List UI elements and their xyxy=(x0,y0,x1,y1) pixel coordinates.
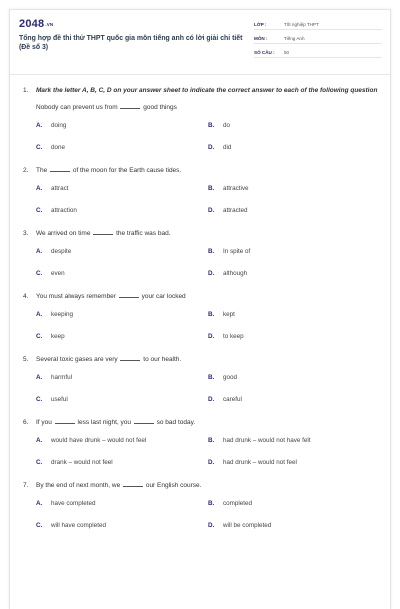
question-number: 7. xyxy=(23,482,29,489)
meta-key: SỐ CÂU : xyxy=(254,49,275,55)
question-1 xyxy=(23,86,380,156)
answer-options xyxy=(36,364,380,408)
answer-options xyxy=(36,112,380,156)
option-d[interactable]: D. although xyxy=(208,270,248,277)
question-number: 5. xyxy=(23,356,29,363)
answer-blank xyxy=(120,108,140,109)
question-2 xyxy=(23,166,380,219)
option-d[interactable]: D. careful xyxy=(208,396,242,403)
option-b[interactable]: B. had drunk – would not have felt xyxy=(208,437,311,444)
question-stem xyxy=(36,292,380,301)
option-b[interactable]: B. good xyxy=(208,374,238,381)
meta-key: MÔN : xyxy=(254,35,268,41)
meta-value: 50 xyxy=(284,49,290,55)
option-c[interactable]: C. keep xyxy=(36,333,65,340)
option-a[interactable]: A. harmful xyxy=(36,374,72,381)
answer-blank xyxy=(120,360,140,361)
stem-text: the traffic was bad. xyxy=(116,230,171,237)
question-stem xyxy=(36,103,380,112)
question-stem xyxy=(36,355,380,364)
answer-blank xyxy=(55,423,75,424)
logo-suffix: .VN xyxy=(45,22,54,27)
answer-blank xyxy=(134,423,154,424)
option-a[interactable]: A. despite xyxy=(36,248,72,255)
answer-options xyxy=(36,301,380,345)
option-c[interactable]: C. drank – would not feel xyxy=(36,459,113,466)
option-d[interactable]: D. had drunk – would not feel xyxy=(208,459,297,466)
answer-blank xyxy=(93,234,113,235)
answer-options xyxy=(36,427,380,471)
question-3 xyxy=(23,229,380,282)
question-stem xyxy=(36,229,380,238)
stem-text: your car locked xyxy=(141,293,186,300)
stem-text: By the end of next month, we xyxy=(36,482,121,489)
question-5 xyxy=(23,355,380,408)
meta-row-subject xyxy=(254,32,382,44)
exam-page xyxy=(9,9,391,609)
stem-text: Several toxic gases are very xyxy=(36,356,118,363)
option-a[interactable]: A. would have drunk – would not feel xyxy=(36,437,147,444)
option-d[interactable]: D. did xyxy=(208,144,232,151)
answer-options xyxy=(36,238,380,282)
option-a[interactable]: A. have completed xyxy=(36,500,96,507)
question-stem xyxy=(36,166,380,175)
header-divider xyxy=(10,74,390,75)
stem-text: so bad today. xyxy=(156,419,196,426)
stem-text: Nobody can prevent us from xyxy=(36,104,118,111)
page-header xyxy=(10,10,390,74)
question-stem xyxy=(36,481,380,490)
question-number: 4. xyxy=(23,293,29,300)
question-4 xyxy=(23,292,380,345)
stem-text: our English course. xyxy=(145,482,202,489)
question-instruction: Mark the letter A, B, C, D on your answer sheet to indicate the correct answer to each of the following question xyxy=(36,87,378,94)
option-c[interactable]: C. useful xyxy=(36,396,68,403)
meta-row-class xyxy=(254,18,382,30)
option-b[interactable]: B. completed xyxy=(208,500,253,507)
meta-key: LỚP : xyxy=(254,21,267,27)
option-c[interactable]: C. done xyxy=(36,144,66,151)
option-d[interactable]: D. to keep xyxy=(208,333,244,340)
question-list xyxy=(23,86,380,534)
document-title: Tổng hợp đề thi thử THPT quốc gia môn tiếng anh có lời giải chi tiết (Đề số 3) xyxy=(19,35,243,51)
answer-blank xyxy=(123,486,143,487)
option-c[interactable]: C. attraction xyxy=(36,207,77,214)
option-b[interactable]: B. In spite of xyxy=(208,248,251,255)
meta-row-count xyxy=(254,46,382,58)
question-stem xyxy=(36,418,380,427)
question-number: 1. xyxy=(23,87,29,94)
logo-text: 2048 xyxy=(19,18,45,30)
stem-text: If you xyxy=(36,419,52,426)
meta-value: Tiếng Anh xyxy=(284,35,305,41)
stem-text: to our health. xyxy=(143,356,182,363)
option-a[interactable]: A. doing xyxy=(36,122,67,129)
question-number: 6. xyxy=(23,419,29,426)
answer-options xyxy=(36,490,380,534)
option-b[interactable]: B. kept xyxy=(208,311,235,318)
answer-blank xyxy=(119,297,139,298)
stem-text: good things xyxy=(143,104,177,111)
option-b[interactable]: B. attractive xyxy=(208,185,249,192)
option-d[interactable]: D. attracted xyxy=(208,207,248,214)
option-a[interactable]: A. attract xyxy=(36,185,69,192)
option-b[interactable]: B. do xyxy=(208,122,231,129)
question-number: 3. xyxy=(23,230,29,237)
exam-meta xyxy=(254,18,382,60)
option-c[interactable]: C. will have completed xyxy=(36,522,106,529)
answer-options xyxy=(36,175,380,219)
stem-text: You must always remember xyxy=(36,293,116,300)
answer-blank xyxy=(50,171,70,172)
stem-text: less last night, you xyxy=(77,419,132,426)
question-6 xyxy=(23,418,380,471)
question-7 xyxy=(23,481,380,534)
stem-text: The xyxy=(36,167,48,174)
option-c[interactable]: C. even xyxy=(36,270,65,277)
stem-text: of the moon for the Earth cause tides. xyxy=(72,167,182,174)
meta-value: Tốt nghiệp THPT xyxy=(284,21,319,27)
question-number: 2. xyxy=(23,167,29,174)
option-a[interactable]: A. keeping xyxy=(36,311,74,318)
option-d[interactable]: D. will be completed xyxy=(208,522,272,529)
stem-text: We arrived on time xyxy=(36,230,91,237)
